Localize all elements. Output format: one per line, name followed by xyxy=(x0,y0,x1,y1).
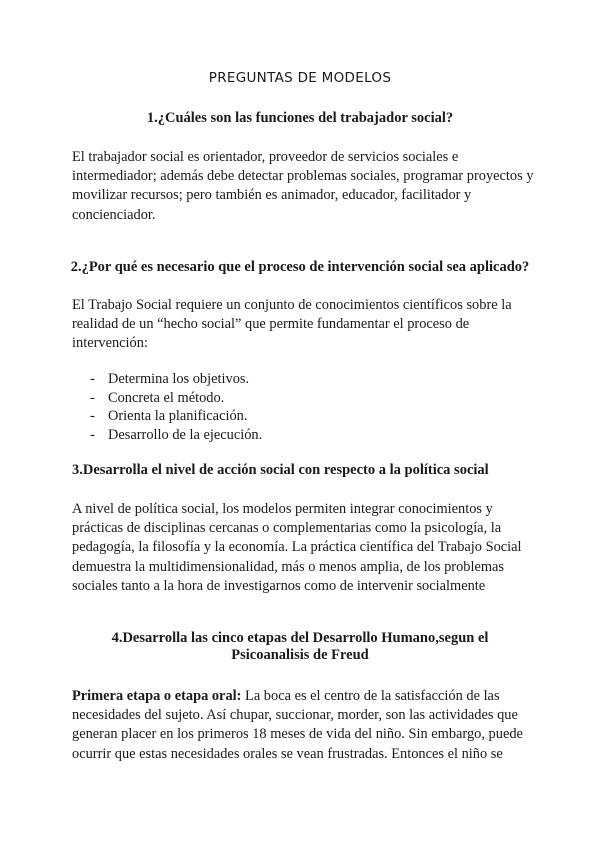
answer-line: realidad de un “hecho social” que permite fundamentar el proceso de xyxy=(72,316,470,333)
heading-line: Psicoanalisis de Freud xyxy=(231,647,369,663)
answer-line: intermediador; además debe detectar problemas sociales, programar proyectos y xyxy=(72,168,534,185)
bullet-dash: - xyxy=(90,426,95,443)
question-4-heading xyxy=(0,630,600,664)
answer-line: sociales tanto a la hora de investigarnos como de intervenir socialmente xyxy=(72,577,486,594)
answer-line: El trabajador social es orientador, proveedor de servicios sociales e xyxy=(72,149,459,165)
answer-line: Primera etapa o etapa oral: La boca es el centro de la satisfacción de las xyxy=(72,688,500,704)
question-2-answer xyxy=(72,296,534,354)
stage-label: Primera etapa o etapa oral: xyxy=(72,688,242,704)
page-title: PREGUNTAS DE MODELOS xyxy=(208,70,392,86)
answer-line: intervención: xyxy=(72,335,148,352)
question-2-heading: 2.¿Por qué es necesario que el proceso de intervención social sea aplicado? xyxy=(70,259,530,275)
answer-line: A nivel de política social, los modelos permiten integrar conocimientos y xyxy=(72,501,493,517)
answer-line: generan placer en los primeros 18 meses de vida del niño. Sin embargo, puede xyxy=(72,726,523,743)
answer-line: El Trabajo Social requiere un conjunto de conocimientos científicos sobre la xyxy=(72,297,512,313)
answer-line: pedagogía, la filosofía y la economía. La práctica científica del Trabajo Social xyxy=(72,539,522,556)
list-item: - Orienta la planificación. xyxy=(90,408,248,424)
answer-line: demuestra la multidimensionalidad, más o menos amplia, de los problemas xyxy=(72,558,505,575)
question-3-heading: 3.Desarrolla el nivel de acción social con respecto a la política social xyxy=(72,462,489,478)
bullet-dash: - xyxy=(90,389,95,406)
answer-line: movilizar recursos; pero también es animador, educador, facilitador y xyxy=(72,187,472,204)
list-item: - Determina los objetivos. xyxy=(90,371,250,387)
answer-line: ocurrir que estas necesidades orales se vean frustradas. Entonces el niño se xyxy=(72,745,503,762)
bullet-dash: - xyxy=(90,408,95,424)
question-4-answer xyxy=(72,687,534,764)
answer-line: prácticas de disciplinas cercanas o complementarias como la psicología, la xyxy=(72,520,502,537)
question-1-answer xyxy=(72,148,534,225)
bullet-dash: - xyxy=(90,371,95,387)
question-1-heading: 1.¿Cuáles son las funciones del trabajador social? xyxy=(146,110,454,126)
question-2-bullet-list xyxy=(90,370,262,444)
answer-line: necesidades del sujeto. Así chupar, succionar, morder, son las actividades que xyxy=(72,707,518,724)
question-3-answer xyxy=(72,500,534,596)
answer-line: concienciador. xyxy=(72,206,156,223)
list-item: - Concreta el método. xyxy=(90,389,225,406)
heading-line: 4.Desarrolla las cinco etapas del Desarrollo Humano,segun el xyxy=(111,630,489,646)
list-item: - Desarrollo de la ejecución. xyxy=(90,426,263,443)
